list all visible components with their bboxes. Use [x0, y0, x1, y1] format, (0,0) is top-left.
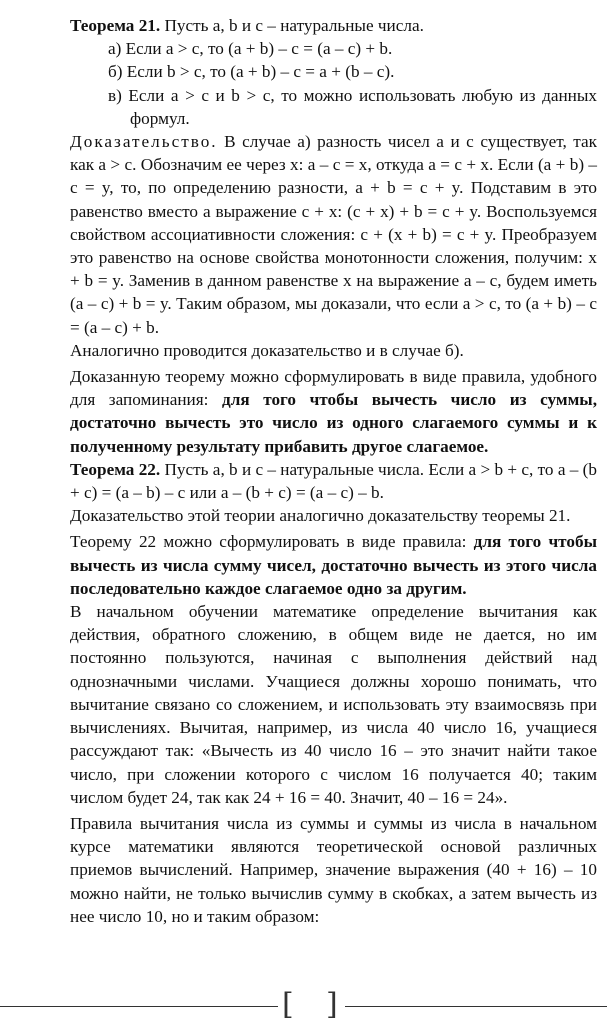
theorem-21-item-a: а) Если a > c, то (a + b) – c = (a – c) + b. [108, 39, 393, 59]
rule-1-text: Доказанную теорему можно сформулировать в виде правила, удобного для запоминания: [70, 367, 597, 410]
footer-line-right [345, 1006, 607, 1007]
theorem-21-intro: Пусть a, b и c – натуральные числа. [160, 16, 424, 35]
theorem-21-item-c: в) Если a > c и b > c, то можно использовать любую из данных формул. [108, 85, 597, 128]
rule-2-text: Теорему 22 можно сформулировать в виде правила: [70, 532, 474, 552]
proof-paragraph [70, 130, 597, 339]
rule-1-bold: для того чтобы вычесть число из суммы, достаточно вычесть это число из одного слагаемого суммы и к полученному результату прибавить другое слагаемое. [70, 390, 597, 456]
theorem-21-item-b: б) Если b > c, то (a + b) – c = a + (b – c). [108, 62, 395, 82]
theorem-22-head: Теорема 22. [70, 459, 161, 479]
footer-line-left [0, 1006, 278, 1007]
footer-right-bracket: ] [326, 987, 338, 1022]
rule-1-paragraph [70, 365, 597, 458]
rules-paragraph: Правила вычитания числа из суммы и суммы из числа в начальном курсе математики являются теоретической основой различных приемов вычислений. Например, значение выражения (40 + 16) – 10 можно найти, не только вычислив сумму в скобках, а затем вычесть из нее число 10, но и таким образом: [70, 813, 597, 926]
theorem-22-text: Пусть a, b и c – натуральные числа. Если a > b + c, то a – (b + c) = (a – b) – c или a – (b + c) = (a – c) – b. [70, 459, 597, 503]
analog-paragraph: Аналогично проводится доказательство и в случае б). [70, 340, 464, 360]
rule-2-paragraph [70, 530, 597, 600]
teaching-paragraph: В начальном обучении математике определение вычитания как действия, обратного сложению, в общем виде не дается, но им постоянно пользуются, начиная с выполнения действий над однозначными числами. Учащиеся должны хорошо понимать, что вычитание связано со сложением, и использовать эту взаимосвязь при вычислениях. Вычитая, например, из числа 40 число 16, учащиеся рассуждают так: «Вычесть из 40 число 16 – это значит найти такое число, при сложении которого с числом 16 получается 40; таким числом будет 24, так как 24 + 16 = 40. Значит, 40 – 16 = 24». [70, 602, 597, 807]
proof-head: Доказательство. [70, 132, 218, 152]
footer-left-bracket: [ [282, 987, 294, 1022]
theorem-21 [70, 14, 597, 37]
page-text [70, 14, 597, 928]
proof-text: В случае а) разность чисел a и c существует, так как a > c. Обозначим ее через x: a – c = x, откуда a = c + x. Если (a + b) – c = y, то, по определению разности, a + b = c + y. Подставим в это равенство вместо a выражение c + x: (c + x) + b = c + y. Воспользуемся свойством ассоциативности сложения: c + (x + b) = c + y. Преобразуем это равенство на основе свойства монотонности сложения, получим: x + b = y. Заменив в данном равенстве x на выражение a – c, будем иметь (a – c) + b = y. Таким образом, мы доказали, что если a > c, то (a + b) – c = (a – c) + b. [70, 132, 597, 337]
theorem-21-head: Теорема 21. [70, 16, 161, 35]
proof-22-paragraph: Доказательство этой теории аналогично доказательству теоремы 21. [70, 506, 571, 526]
theorem-21-items [70, 37, 597, 130]
theorem-22 [70, 458, 597, 504]
rule-2-bold: для того чтобы вычесть из числа сумму чисел, достаточно вычесть из этого числа последовательно каждое слагаемое одно за другим. [70, 532, 597, 598]
